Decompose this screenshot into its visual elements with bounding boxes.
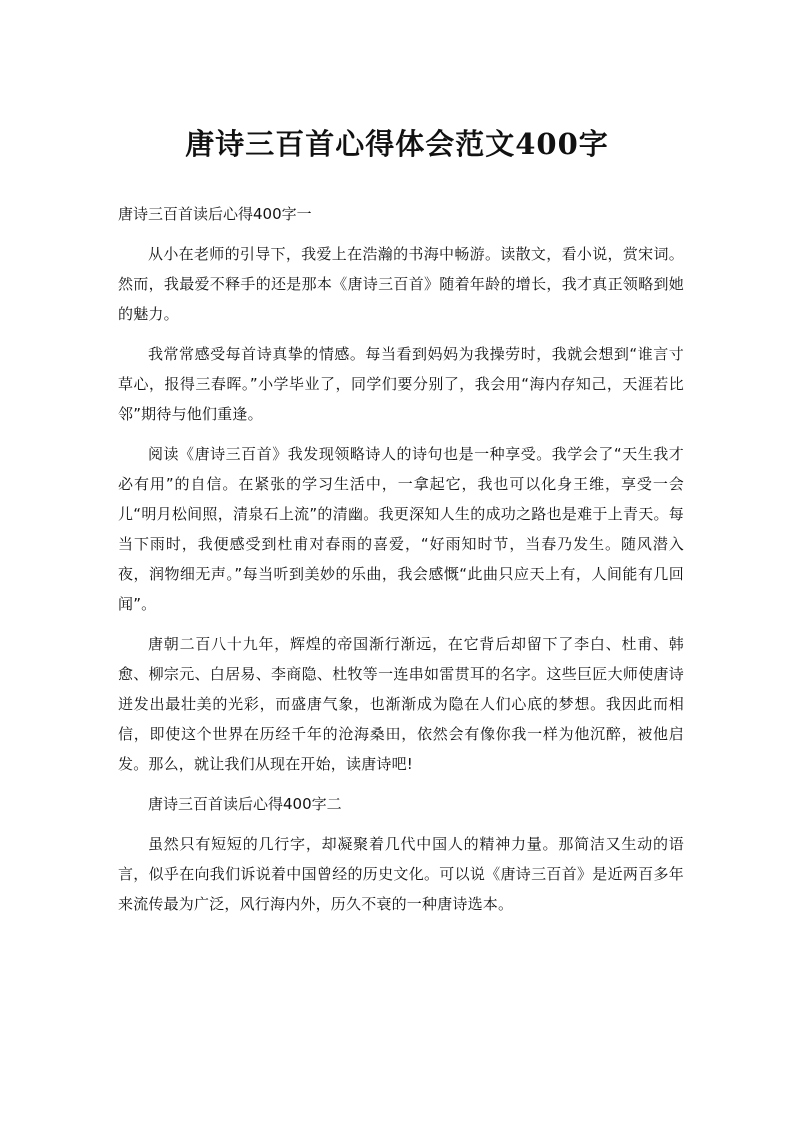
section-1-heading: 唐诗三百首读后心得400字一 [118, 205, 312, 223]
section-2-paragraph-1: 虽然只有短短的几行字，却凝聚着几代中国人的精神力量。那简洁又生动的语言，似乎在向我们诉说着中国曾经的历史文化。可以说《唐诗三百首》是近两百多年来流传最为广泛，风行海内外，历久不衰的一种唐诗选本。 [118, 835, 684, 913]
section-2-heading: 唐诗三百首读后心得400字二 [148, 795, 342, 813]
document-body [118, 199, 684, 929]
section-1-paragraph-4: 唐朝二百八十九年，辉煌的帝国渐行渐远，在它背后却留下了李白、杜甫、韩愈、柳宗元、白居易、李商隐、杜牧等一连串如雷贯耳的名字。这些巨匠大师使唐诗迸发出最壮美的光彩，而盛唐气象，也渐渐成为隐在人们心底的梦想。我因此而相信，即使这个世界在历经千年的沧海桑田，依然会有像你我一样为他沉醉，被他启发。那么，就让我们从现在开始，读唐诗吧! [118, 635, 684, 773]
section-1-paragraph-3: 阅读《唐诗三百首》我发现领略诗人的诗句也是一种享受。我学会了“天生我才必有用”的自信。在紧张的学习生活中，一拿起它，我也可以化身王维，享受一会儿“明月松间照，清泉石上流”的清幽。我更深知人生的成功之路也是难于上青天。每当下雨时，我便感受到杜甫对春雨的喜爱，“好雨知时节，当春乃发生。随风潜入夜，润物细无声。”每当听到美妙的乐曲，我会感慨“此曲只应天上有，人间能有几回闻”。 [118, 445, 684, 613]
document-title: 唐诗三百首心得体会范文400字 [185, 127, 609, 161]
section-1-paragraph-1: 从小在老师的引导下，我爱上在浩瀚的书海中畅游。读散文，看小说，赏宋词。然而，我最爱不释手的还是那本《唐诗三百首》随着年龄的增长，我才真正领略到她的魅力。 [118, 245, 684, 323]
section-1-paragraph-2: 我常常感受每首诗真挚的情感。每当看到妈妈为我操劳时，我就会想到“谁言寸草心，报得三春晖。”小学毕业了，同学们要分别了，我会用“海内存知己，天涯若比邻”期待与他们重逢。 [118, 345, 684, 423]
